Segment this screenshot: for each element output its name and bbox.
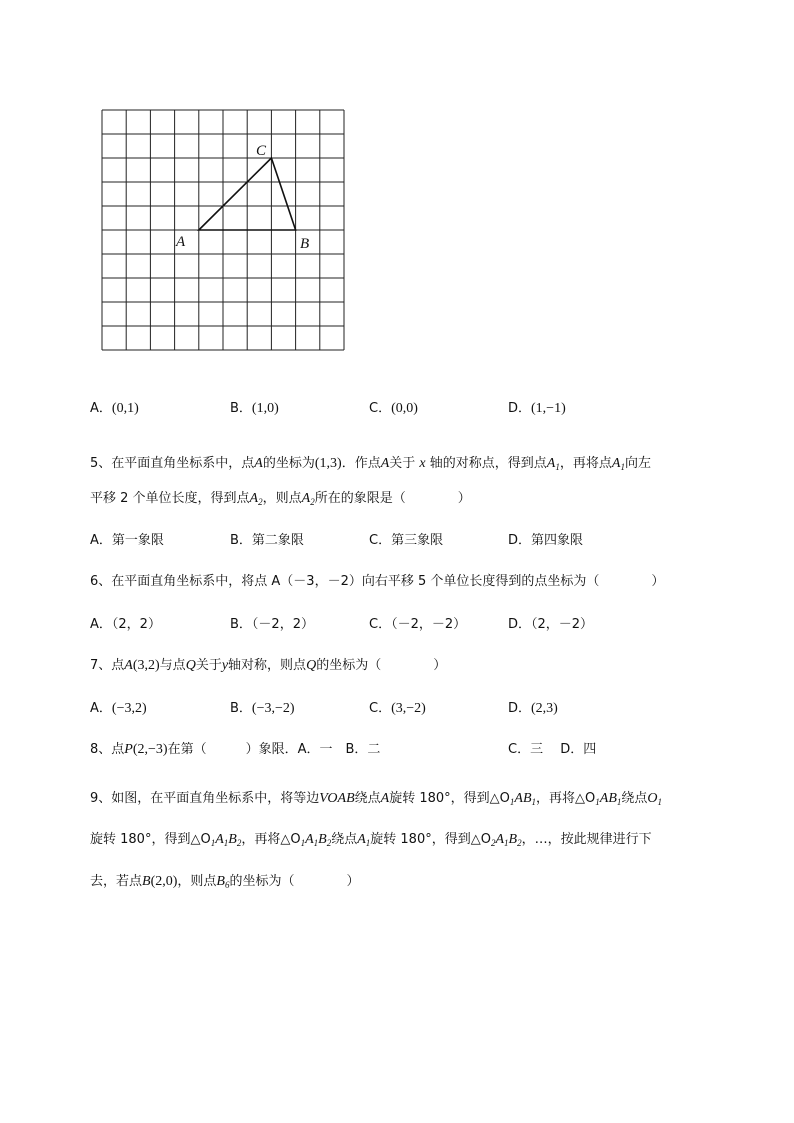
q7-option-a[interactable]: A．(−3,2) — [90, 701, 147, 716]
q7-option-b[interactable]: B．(−3,−2) — [230, 701, 295, 716]
q5-option-b[interactable]: B．第二象限 — [230, 533, 304, 548]
q7-stem: 7、点A(3,2)与点Q关于y轴对称，则点Q的坐标为（ ） — [90, 658, 447, 673]
label-c: C — [256, 143, 267, 159]
q5-option-d[interactable]: D．第四象限 — [508, 533, 584, 548]
q5-option-a[interactable]: A．第一象限 — [90, 533, 164, 548]
grid-figure — [96, 104, 352, 356]
q6-option-d[interactable]: D．（2，－2） — [508, 617, 594, 632]
q5-option-c[interactable]: C．第三象限 — [369, 533, 444, 548]
q4-option-d[interactable]: D．(1,−1) — [508, 401, 566, 416]
q7-option-d[interactable]: D．(2,3) — [508, 701, 558, 716]
q8-options-cd[interactable]: C．三 D．四 — [508, 742, 597, 757]
q4-option-b[interactable]: B．(1,0) — [230, 401, 279, 416]
q9-line3: 去，若点B(2,0)，则点$B_6$的坐标为（ ） — [90, 874, 360, 890]
q6-stem: 6、在平面直角坐标系中，将点 A（－3，－2）向右平移 5 个单位长度得到的点坐标为（ ） — [90, 574, 665, 589]
q9-line2: 旋转 180°，得到$\triangle O_1A_1B_2$，再将$\triangle O_1A_1B_2$绕点$A_1$旋转 180°，得到$\triangle O_2A_1B_2$，…，按此规律进行下 — [90, 832, 652, 848]
q7-option-c[interactable]: C．(3,−2) — [369, 701, 426, 716]
q5-stem-line1: 5、在平面直角坐标系中，点A的坐标为(1,3)．作点A关于 x 轴的对称点，得到点$A_1$，再将点$A_1$向左 — [90, 456, 651, 472]
q8-stem: 8、点P(2,−3)在第（ ）象限．A．一 B．二 — [90, 742, 381, 757]
label-a: A — [176, 234, 186, 250]
q9-line1: 9、如图，在平面直角坐标系中，将等边VOAB绕点A旋转 180°，得到$\triangle O_1AB_1$，再将$\triangle O_1AB_1$绕点$O_1$ — [90, 791, 663, 807]
label-b: B — [300, 236, 310, 252]
q4-option-c[interactable]: C．(0,0) — [369, 401, 418, 416]
q4-option-a[interactable]: A．(0,1) — [90, 401, 139, 416]
q6-option-c[interactable]: C．（－2，－2） — [369, 617, 467, 632]
q5-stem-line2: 平移 2 个单位长度，得到点$A_2$，则点$A_2$所在的象限是（ ） — [90, 491, 471, 507]
q6-option-b[interactable]: B．（－2，2） — [230, 617, 314, 632]
q6-option-a[interactable]: A．（2，2） — [90, 617, 161, 632]
